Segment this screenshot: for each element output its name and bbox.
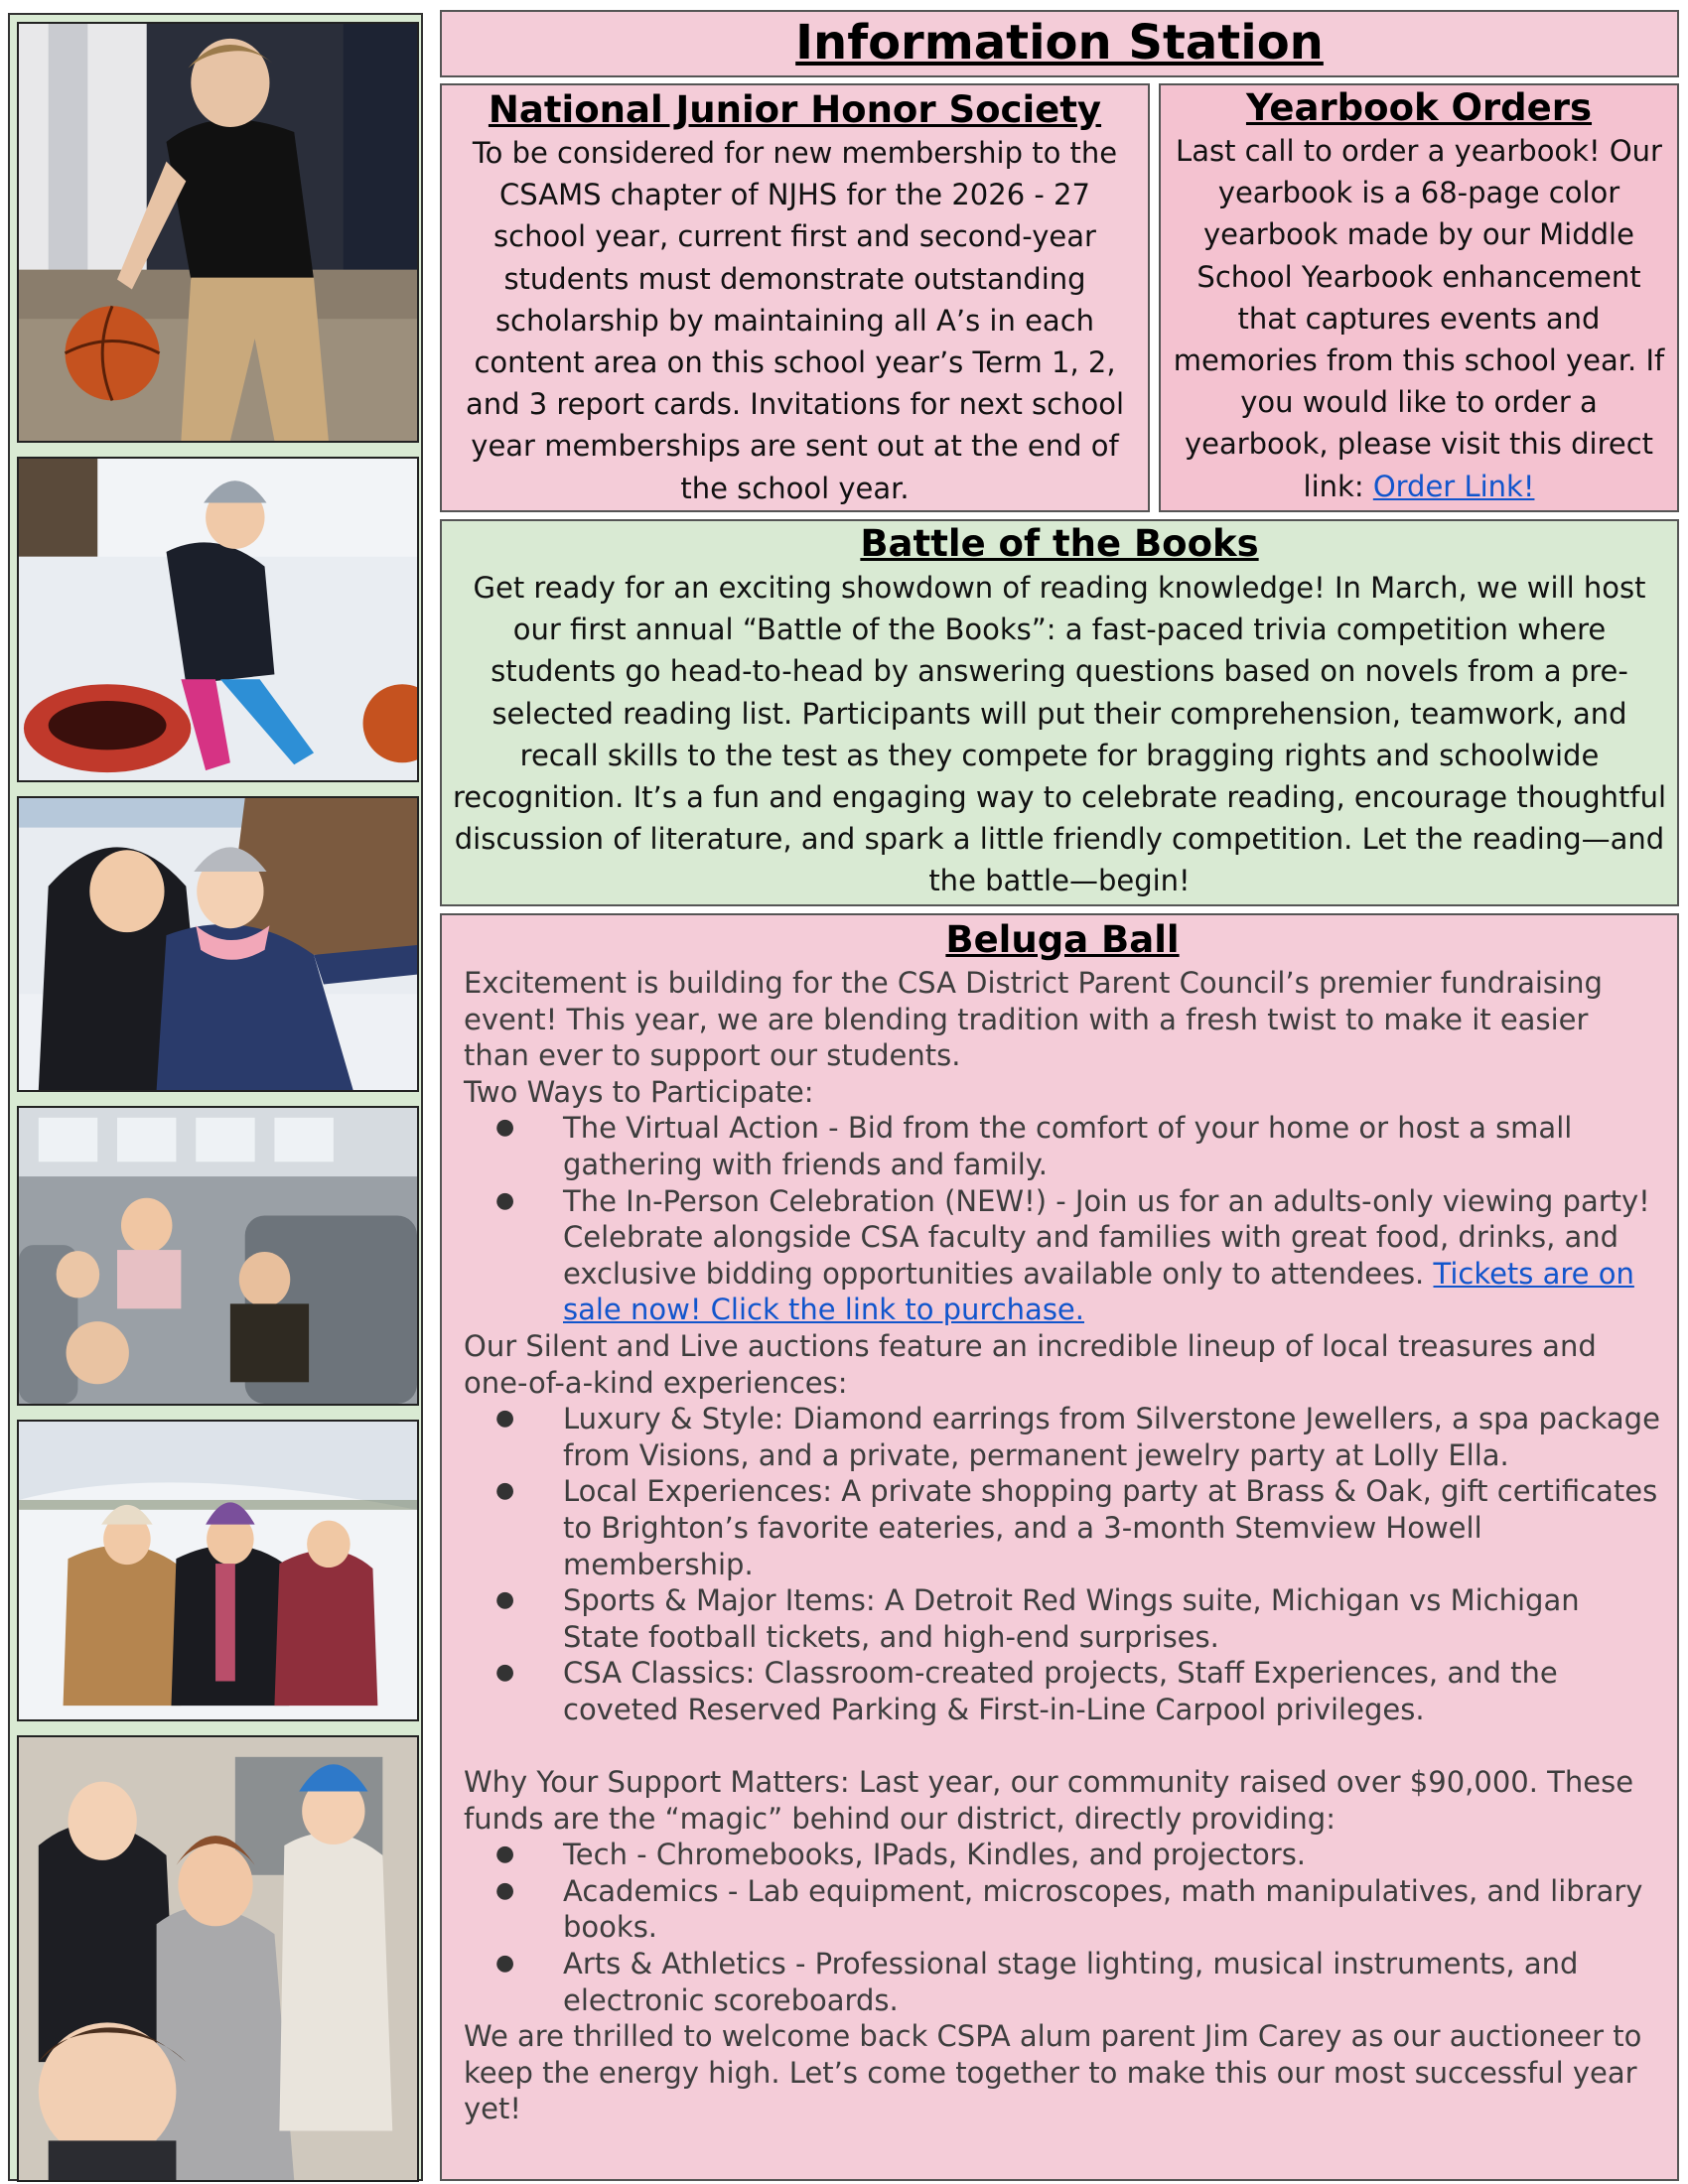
- list-item: ● The Virtual Action - Bid from the comfort of your home or host a small gathering with friends and family.: [464, 1110, 1661, 1182]
- battle-title: Battle of the Books: [860, 522, 1259, 565]
- basketball-photo: [17, 22, 419, 443]
- page-title: Information Station: [795, 15, 1324, 70]
- njhs-body: To be considered for new membership to the CSAMS chapter of NJHS for the 2026 - 27 school year, current first and second-year students must demonstrate outstanding scholarship by maintaining all A’s in each content area on this school year’s Term 1, 2, and 3 report cards. Invitations for next school year memberships are sent out at the end of the school year.: [465, 136, 1125, 505]
- beluga-title: Beluga Ball: [945, 918, 1180, 961]
- tickets-link[interactable]: Tickets are on sale now! Click the link to purchase.: [563, 1256, 1634, 1327]
- order-link[interactable]: Order Link!: [1372, 469, 1535, 503]
- in-person-text: The In-Person Celebration (NEW!) - Join us for an adults-only viewing party! Celebrate alongside CSA faculty and families with great food, drinks, and exclusive bidding opportunities available only to attendees.: [563, 1183, 1650, 1291]
- list-item: ● Tech - Chromebooks, IPads, Kindles, and projectors.: [464, 1837, 1661, 1873]
- beluga-intro: Excitement is building for the CSA District Parent Council’s premier fundraising event! This year, we are blending tradition with a fresh twist to make it easier than ever to support our students.: [464, 966, 1603, 1073]
- battle-body: Get ready for an exciting showdown of reading knowledge! In March, we will host our first annual “Battle of the Books”: a fast-paced trivia competition where students go head-to-head by answering questions based on novels from a pre-selected reading list. Participants will put their comprehension, teamwork, and recall skills to the test as they compete for bragging rights and schoolwide recognition. It’s a fun and engaging way to celebrate reading, encourage thoughtful discussion of literature, and spark a little friendly competition. Let the reading—and the battle—begin!: [452, 571, 1667, 898]
- ways-heading: Two Ways to Participate:: [464, 1074, 814, 1109]
- yearbook-text: Last call to order a yearbook! Our yearbook is a 68-page color yearbook made by our Middle School Yearbook enhancement that captures events and memories from this school year. If you would like to order a yearbook, please visit this direct link:: [1173, 134, 1665, 503]
- beluga-body: [464, 965, 1661, 2127]
- list-item: ● Sports & Major Items: A Detroit Red Wings suite, Michigan vs Michigan State football tickets, and high-end surprises.: [464, 1582, 1661, 1655]
- spacer: [464, 1727, 1661, 1764]
- friends-winter-photo: [17, 796, 419, 1092]
- photo-sidebar: [8, 13, 423, 2181]
- girls-selfie-photo: [17, 1735, 419, 2182]
- support-intro: Why Your Support Matters: Last year, our community raised over $90,000. These funds are the “magic” behind our district, directly providing:: [464, 1765, 1634, 1836]
- yearbook-title: Yearbook Orders: [1245, 86, 1593, 129]
- snow-friends-photo: [17, 1420, 419, 1721]
- list-item: ● Arts & Athletics - Professional stage lighting, musical instruments, and electronic scoreboards.: [464, 1946, 1661, 2018]
- beluga-section: [440, 913, 1679, 2181]
- list-item: ● CSA Classics: Classroom-created projects, Staff Experiences, and the coveted Reserved Parking & First-in-Line Carpool privileges.: [464, 1655, 1661, 1727]
- page-title-box: [440, 10, 1679, 77]
- snow-tubing-photo: [17, 457, 419, 782]
- list-item: ● Academics - Lab equipment, microscopes, math manipulatives, and library books.: [464, 1873, 1661, 1946]
- yearbook-body: [1169, 130, 1669, 507]
- list-item: ● Local Experiences: A private shopping party at Brass & Oak, gift certificates to Brighton’s favorite eateries, and a 3-month Stemview Howell membership.: [464, 1473, 1661, 1582]
- auction-list: [464, 1401, 1661, 1727]
- closing-text: We are thrilled to welcome back CSPA alum parent Jim Carey as our auctioneer to keep the energy high. Let’s come together to make this our most successful year yet!: [464, 2019, 1642, 2126]
- bus-trip-photo: [17, 1106, 419, 1406]
- yearbook-section: [1159, 83, 1679, 512]
- njhs-section: [440, 83, 1150, 512]
- list-item: ● Luxury & Style: Diamond earrings from Silverstone Jewellers, a spa package from Visions, and a private, permanent jewelry party at Lolly Ella.: [464, 1401, 1661, 1473]
- list-item: [464, 1183, 1661, 1328]
- support-list: [464, 1837, 1661, 2018]
- auctions-intro: Our Silent and Live auctions feature an incredible lineup of local treasures and one-of-a-kind experiences:: [464, 1328, 1597, 1400]
- ways-list: [464, 1110, 1661, 1328]
- njhs-title: National Junior Honor Society: [488, 88, 1102, 131]
- battle-section: [440, 519, 1679, 906]
